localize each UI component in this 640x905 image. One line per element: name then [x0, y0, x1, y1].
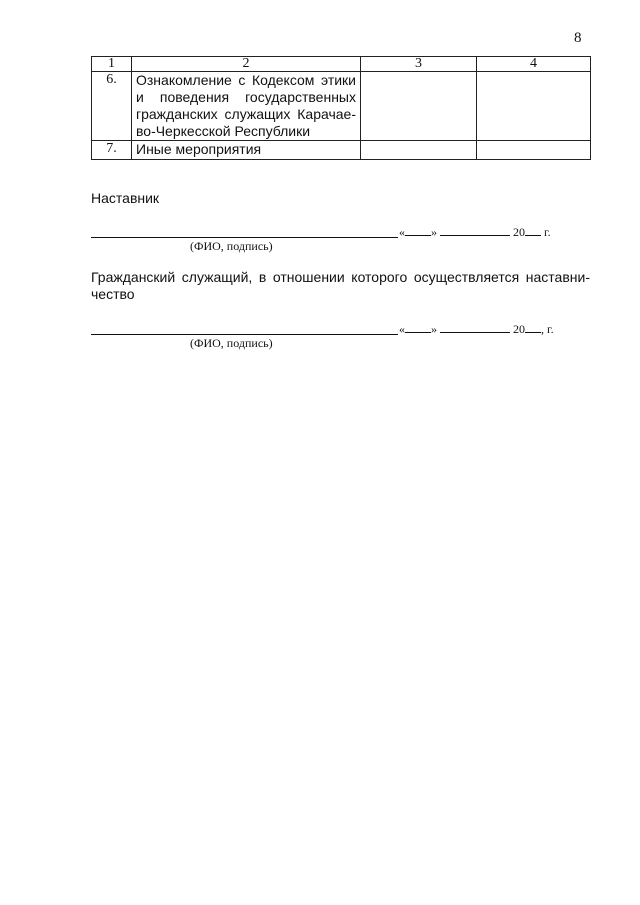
mentee-label-line: Гражданский служащий, в отношении которого осуществляется наставни- — [91, 269, 590, 285]
header-cell-4: 4 — [477, 57, 591, 72]
mentee-caption: (ФИО, подпись) — [190, 336, 273, 350]
date-open-quote: « — [399, 322, 405, 336]
mentee-label-line: чество — [91, 286, 135, 302]
activity-line: во-Черкесской Республики — [136, 123, 311, 139]
row-number: 6. — [92, 72, 132, 141]
activity-line: Иные мероприятия — [136, 141, 262, 157]
year-prefix: 20 — [513, 322, 525, 336]
mentee-label — [91, 269, 590, 303]
mentor-label: Наставник — [91, 190, 160, 206]
year-prefix: 20 — [513, 225, 525, 239]
month-blank — [440, 225, 510, 236]
month-blank — [440, 322, 510, 333]
header-cell-1: 1 — [92, 57, 132, 72]
page-number: 8 — [574, 30, 582, 46]
year-suffix: г. — [541, 225, 551, 239]
year-suffix: , г. — [541, 322, 554, 336]
row-col4 — [477, 72, 591, 141]
mentee-signature-line — [91, 333, 398, 335]
table-row — [92, 72, 591, 141]
row-col3 — [361, 141, 477, 160]
header-cell-2: 2 — [132, 57, 361, 72]
row-col3 — [361, 72, 477, 141]
row-number: 7. — [92, 141, 132, 160]
mentor-date — [399, 225, 551, 240]
day-blank — [405, 225, 431, 236]
table-row — [92, 141, 591, 160]
activity-line: гражданских служащих Карачае- — [136, 106, 356, 122]
day-blank — [405, 322, 431, 333]
row-col4 — [477, 141, 591, 160]
year-blank — [525, 322, 541, 333]
activity-line: и поведения государственных — [136, 89, 356, 105]
mentee-date — [399, 322, 554, 337]
year-blank — [525, 225, 541, 236]
mentor-caption: (ФИО, подпись) — [190, 239, 273, 253]
table-header-row — [92, 57, 591, 72]
activity-line: Ознакомление с Кодексом этики — [136, 72, 356, 88]
date-open-quote: « — [399, 225, 405, 239]
date-close-quote: » — [431, 225, 437, 239]
row-activity — [132, 141, 361, 160]
row-activity — [132, 72, 361, 141]
date-close-quote: » — [431, 322, 437, 336]
mentoring-plan-table — [91, 56, 591, 160]
mentor-signature-line — [91, 236, 398, 238]
header-cell-3: 3 — [361, 57, 477, 72]
